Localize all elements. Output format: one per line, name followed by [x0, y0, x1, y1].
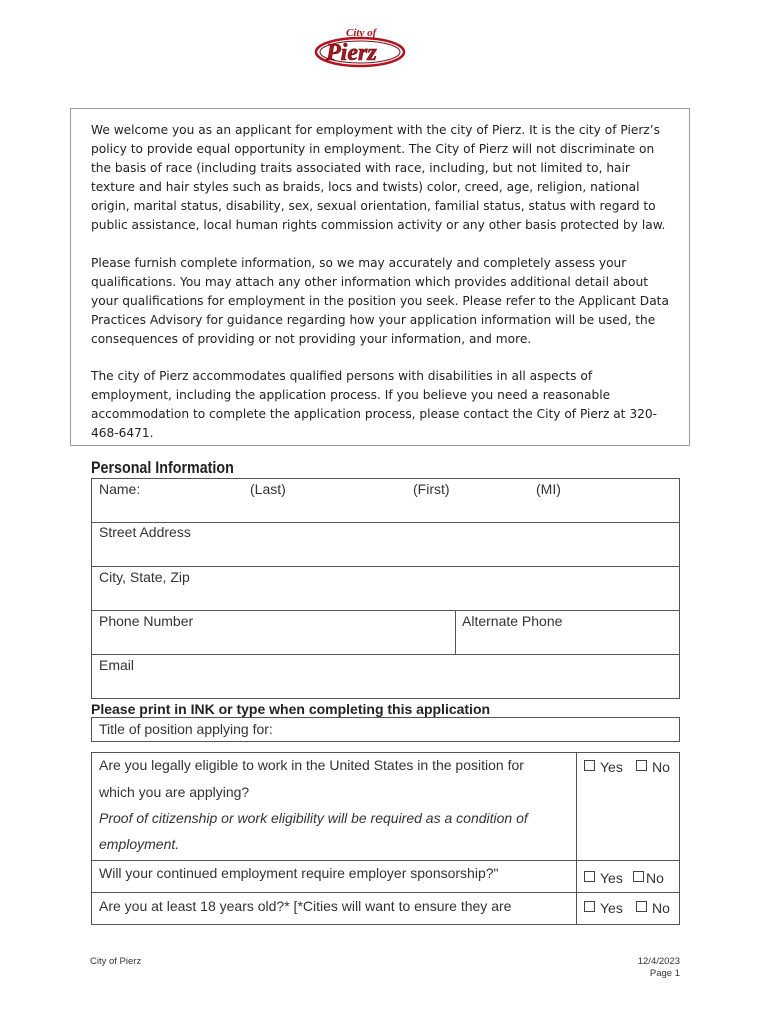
answer-column-divider — [576, 752, 577, 925]
phone-divider — [455, 610, 456, 654]
age-question: Are you at least 18 years old?* [*Cities will want to ensure they are — [99, 898, 512, 914]
row-divider — [91, 566, 680, 567]
phone-number-field[interactable]: Phone Number — [99, 613, 194, 629]
city-state-zip-field[interactable]: City, State, Zip — [99, 569, 190, 585]
checkbox-icon[interactable] — [584, 760, 595, 771]
sponsorship-no-option[interactable] — [633, 870, 664, 886]
age-yes-option[interactable] — [584, 900, 623, 916]
personal-info-table — [91, 478, 680, 699]
eeo-paragraph: We welcome you as an applicant for employment with the city of Pierz. It is the city of Pierz’s policy to provide equal opportunity in employment. The City of Pierz will not discriminate on the basis of race (including traits associated with race, including, but not limited to, hair texture and hair styles such as braids, locs and twists) color, creed, age, religion, national origin, marital status, disability, sex, sexual orientation, familial status, status with regard to public assistance, local human rights commission activity or any other basis protected by law. — [91, 123, 666, 233]
logo-main-text: Pierz — [326, 40, 377, 66]
alternate-phone-field[interactable]: Alternate Phone — [462, 613, 563, 629]
footer-date-page — [638, 956, 680, 980]
last-name-label: (Last) — [250, 481, 286, 497]
yes-label: Yes — [600, 870, 623, 886]
name-field[interactable]: Name: — [99, 481, 141, 497]
footer-city-name: City of Pierz — [90, 956, 142, 967]
logo-top-text: City of — [346, 27, 377, 39]
eligibility-no-option[interactable] — [636, 759, 670, 775]
no-label: No — [646, 870, 664, 886]
furnish-info-paragraph: Please furnish complete information, so we may accurately and completely assess your qualifications. You may attach any other information which provides additional detail about your qualifications for employment in the position you seek. Please refer to the Applicant Data Practices Advisory for guidance regarding how your application information will be used, the consequences of providing or not providing your information, and more. — [91, 255, 669, 346]
intro-notice-box — [70, 108, 690, 446]
row-divider — [91, 610, 680, 611]
row-divider — [91, 654, 680, 655]
middle-initial-label: (MI) — [536, 481, 561, 497]
yes-label: Yes — [600, 900, 623, 916]
footer-date: 12/4/2023 — [637, 956, 680, 967]
work-eligibility-question-cont: which you are applying? — [99, 784, 250, 800]
row-divider — [91, 522, 680, 523]
position-title-label: Title of position applying for: — [99, 721, 273, 737]
age-no-option[interactable] — [636, 900, 670, 916]
footer-page-number: Page 1 — [649, 968, 680, 979]
citizenship-proof-note: Proof of citizenship or work eligibility will be required as a condition of — [99, 810, 528, 826]
citizenship-proof-note-cont: employment. — [99, 836, 180, 852]
first-name-label: (First) — [413, 481, 450, 497]
eligibility-yes-option[interactable] — [584, 759, 623, 775]
row-divider — [91, 892, 680, 893]
print-in-ink-note: Please print in INK or type when completing this application — [91, 701, 491, 717]
personal-information-heading: Personal Information — [91, 458, 234, 477]
sponsorship-question: Will your continued employment require employer sponsorship?" — [99, 865, 499, 881]
checkbox-icon[interactable] — [584, 871, 595, 882]
accommodation-paragraph: The city of Pierz accommodates qualified persons with disabilities in all aspects of employment, including the application process. If you believe you need a reasonable accommodation to complete the application process, please contact the City of Pierz at 320-468-6471. — [91, 369, 657, 441]
sponsorship-yes-option[interactable] — [584, 870, 623, 886]
no-label: No — [652, 759, 670, 775]
checkbox-icon[interactable] — [636, 901, 647, 912]
no-label: No — [652, 900, 670, 916]
checkbox-icon[interactable] — [584, 901, 595, 912]
email-field[interactable]: Email — [99, 657, 135, 673]
checkbox-icon[interactable] — [633, 871, 644, 882]
checkbox-icon[interactable] — [636, 760, 647, 771]
yes-label: Yes — [600, 759, 623, 775]
row-divider — [91, 860, 680, 861]
work-eligibility-question: Are you legally eligible to work in the United States in the position for — [99, 757, 524, 773]
city-of-pierz-logo — [312, 22, 408, 72]
street-address-field[interactable]: Street Address — [99, 524, 191, 540]
